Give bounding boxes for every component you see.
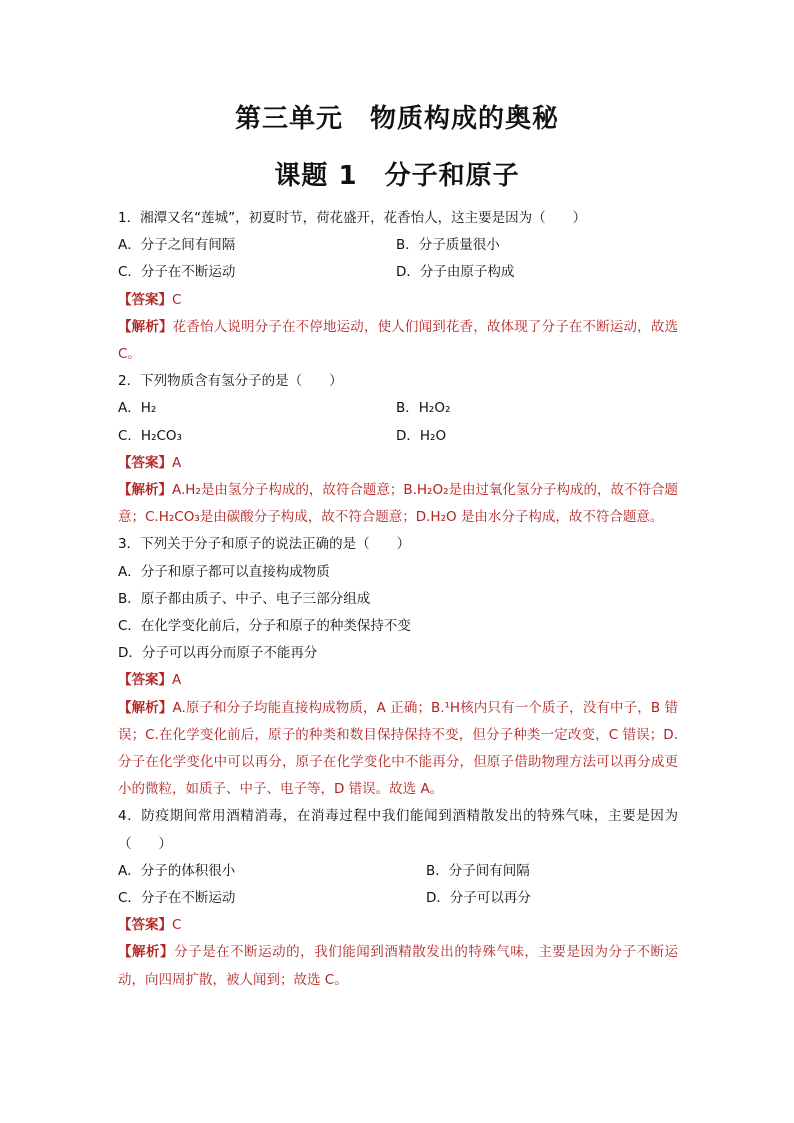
explanation-text: 花香怡人说明分子在不停地运动，使人们闻到花香，故体现了分子在不断运动，故选 C。 xyxy=(118,318,679,363)
question-3-explanation xyxy=(118,695,678,804)
question-1-stem: 1．湘潭又名“莲城”，初夏时节，荷花盛开，花香怡人，这主要是因为（ ） xyxy=(118,210,587,226)
option-b: B．H₂O₂ xyxy=(396,400,451,417)
option-a: A．分子之间有间隔 xyxy=(118,237,236,254)
lesson-title: 课题 1 分子和原子 xyxy=(274,161,520,191)
answer-tag: 【答案】 xyxy=(118,291,172,308)
question-1-options xyxy=(118,232,678,259)
option-b: B．分子质量很小 xyxy=(396,237,500,254)
option-c: C．分子在不断运动 xyxy=(118,264,236,281)
explanation-text: A.H₂是由氢分子构成的，故符合题意；B.H₂O₂是由过氧化氢分子构成的，故不符合题意；C.H₂CO₃是由碳酸分子构成，故不符合题意；D.H₂O 是由水分子构成，故不符合题意。 xyxy=(118,482,679,526)
question-2-options xyxy=(118,395,678,422)
explanation-tag: 【解析】 xyxy=(118,482,172,499)
option-c: C．H₂CO₃ xyxy=(118,427,182,444)
question-4-explanation xyxy=(118,939,678,993)
question-list xyxy=(118,205,678,994)
explanation-text: 分子是在不断运动的，我们能闻到酒精散发出的特殊气味，主要是因为分子不断运动，向四周扩散，被人闻到；故选 C。 xyxy=(118,944,679,988)
question-4-answer xyxy=(118,912,678,939)
option-c: C．分子在不断运动 xyxy=(118,890,236,907)
answer-value: A xyxy=(172,672,182,689)
option-d: D．H₂O xyxy=(396,427,447,444)
explanation-tag: 【解析】 xyxy=(118,944,175,961)
answer-tag: 【答案】 xyxy=(118,454,172,471)
option-d: D．分子可以再分而原子不能再分 xyxy=(118,645,318,662)
answer-tag: 【答案】 xyxy=(118,672,172,689)
answer-value: C xyxy=(172,917,182,934)
option-a: A．分子和原子都可以直接构成物质 xyxy=(118,563,330,580)
question-2-answer xyxy=(118,450,678,477)
option-a: A．分子的体积很小 xyxy=(118,862,236,879)
question-1-answer xyxy=(118,287,678,314)
option-d: D．分子可以再分 xyxy=(426,890,531,907)
answer-value: C xyxy=(172,291,182,308)
question-3-stem: 3．下列关于分子和原子的说法正确的是（ ） xyxy=(118,536,411,553)
explanation-tag: 【解析】 xyxy=(118,699,173,716)
question-3-answer xyxy=(118,667,678,694)
question-2-stem: 2．下列物质含有氢分子的是（ ） xyxy=(118,373,343,390)
question-1-options-row2 xyxy=(118,259,678,286)
answer-tag: 【答案】 xyxy=(118,917,172,934)
question-2-explanation xyxy=(118,477,678,531)
question-1-explanation xyxy=(118,314,678,368)
question-4-stem: 4．防疫期间常用酒精消毒，在消毒过程中我们能闻到酒精散发出的特殊气味，主要是因为（ ） xyxy=(118,808,678,852)
explanation-text: A.原子和分子均能直接构成物质，A 正确；B.¹H核内只有一个质子，没有中子，B 错误；C.在化学变化前后，原子的种类和数目保持保持不变，但分子种类一定改变，C 错误；D.分子在化学变化中可以再分，原子在化学变化中不能再分，但原子借助物理方法可以再分成更小的微粒，如质子、中子、电子等，D 错误。故选 A。 xyxy=(118,699,679,798)
question-2-options-row2 xyxy=(118,423,678,450)
explanation-tag: 【解析】 xyxy=(118,318,173,335)
option-b: B．分子间有间隔 xyxy=(426,862,530,879)
option-d: D．分子由原子构成 xyxy=(396,264,515,281)
question-4-options-row2 xyxy=(118,885,678,912)
option-b: B．原子都由质子、中子、电子三部分组成 xyxy=(118,590,371,607)
question-4-options xyxy=(118,858,678,885)
option-a: A．H₂ xyxy=(118,400,157,417)
option-c: C．在化学变化前后，分子和原子的种类保持不变 xyxy=(118,618,411,635)
answer-value: A xyxy=(172,454,182,471)
unit-title: 第三单元 物质构成的奥秘 xyxy=(234,104,559,134)
